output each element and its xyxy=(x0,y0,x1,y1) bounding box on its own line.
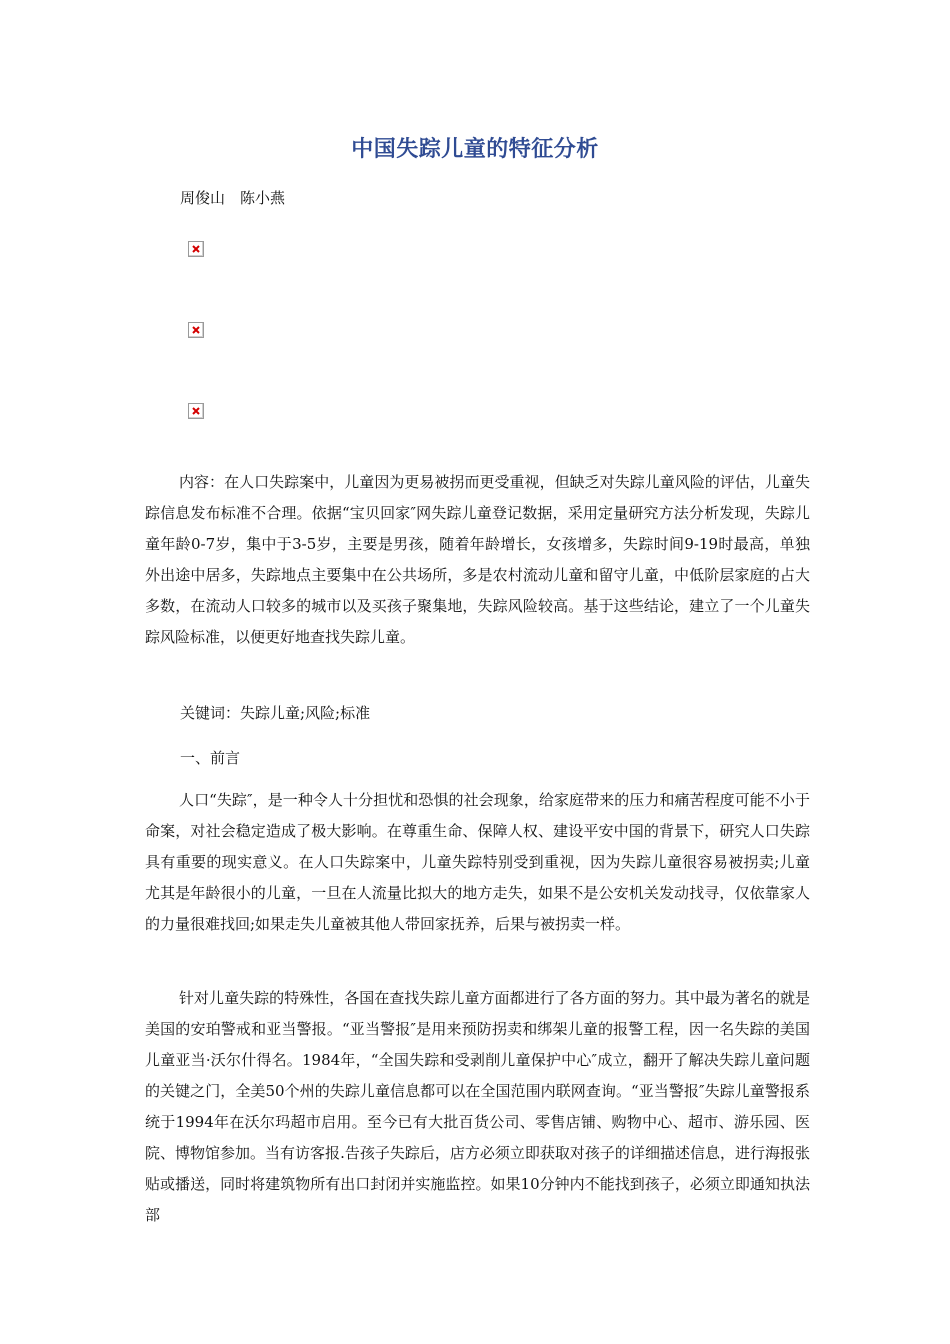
broken-image-icon xyxy=(188,322,204,338)
section-heading: 一、前言 xyxy=(180,749,241,767)
broken-image-icon xyxy=(188,241,204,257)
authors: 周俊山 陈小燕 xyxy=(180,189,286,207)
broken-image-icon xyxy=(188,403,204,419)
keywords: 关键词：失踪儿童;风险;标准 xyxy=(180,704,371,722)
abstract-paragraph: 内容：在人口失踪案中，儿童因为更易被拐而更受重视，但缺乏对失踪儿童风险的评估，儿童失踪信息发布标准不合理。依据“宝贝回家″网失踪儿童登记数据，采用定量研究方法分析发现，失踪儿童年龄0-7岁，集中于3-5岁，主要是男孩，随着年龄增长，女孩增多，失踪时间9-19时最高，单独外出途中居多，失踪地点主要集中在公共场所，多是农村流动儿童和留守儿童，中低阶层家庭的占大多数，在流动人口较多的城市以及买孩子聚集地，失踪风险较高。基于这些结论，建立了一个儿童失踪风险标准，以便更好地查找失踪儿童。 xyxy=(145,473,810,646)
body-paragraph: 针对儿童失踪的特殊性，各国在查找失踪儿童方面都进行了各方面的努力。其中最为著名的就是美国的安珀警戒和亚当警报。“亚当警报″是用来预防拐卖和绑架儿童的报警工程，因一名失踪的美国儿童亚当·沃尔什得名。1984年，“全国失踪和受剥削儿童保护中心″成立，翻开了解决失踪儿童问题的关键之门，全美50个州的失踪儿童信息都可以在全国范围内联网查询。“亚当警报″失踪儿童警报系统于1994年在沃尔玛超市启用。至今已有大批百货公司、零售店铺、购物中心、超市、游乐园、医院、博物馆参加。当有访客报.告孩子失踪后，店方必须立即获取对孩子的详细描述信息，进行海报张贴或播送，同时将建筑物所有出口封闭并实施监控。如果10分钟内不能找到孩子，必须立即通知执法部 xyxy=(145,989,810,1224)
page-title: 中国失踪儿童的特征分析 xyxy=(351,137,599,162)
body-paragraph: 人口“失踪″，是一种令人十分担忧和恐惧的社会现象，给家庭带来的压力和痛苦程度可能不小于命案，对社会稳定造成了极大影响。在尊重生命、保障人权、建设平安中国的背景下，研究人口失踪具有重要的现实意义。在人口失踪案中，儿童失踪特别受到重视，因为失踪儿童很容易被拐卖;儿童尤其是年龄很小的儿童，一旦在人流量比拟大的地方走失，如果不是公安机关发动找寻，仅依靠家人的力量很难找回;如果走失儿童被其他人带回家抚养，后果与被拐卖一样。 xyxy=(145,791,810,933)
